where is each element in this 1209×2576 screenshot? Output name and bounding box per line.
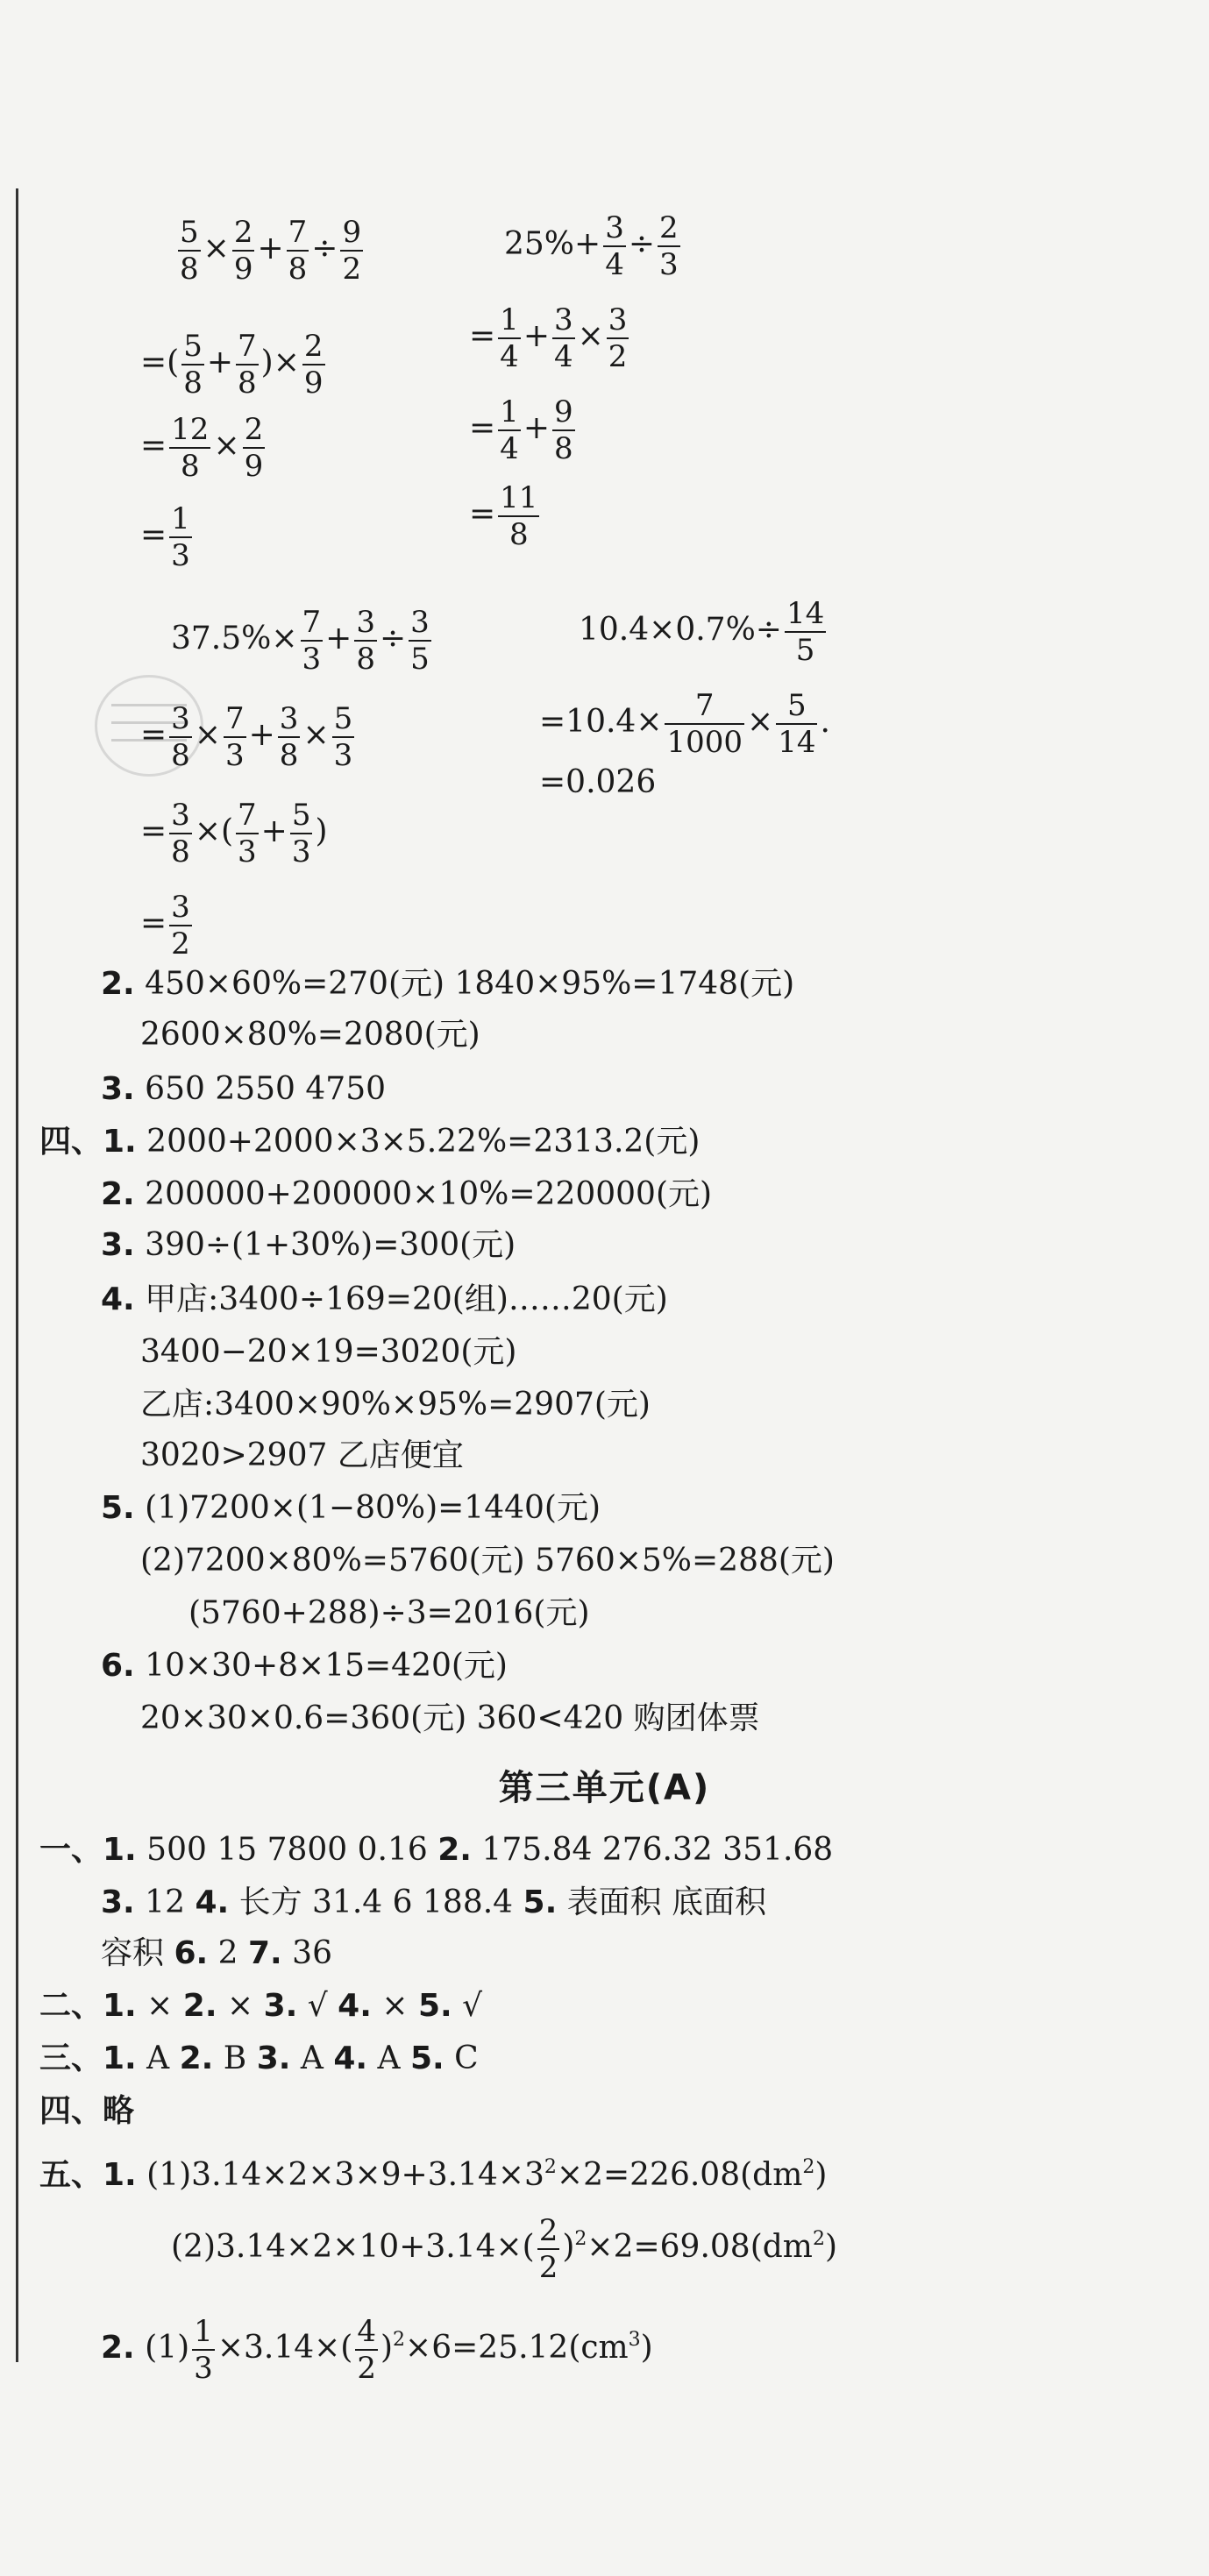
answer-line: 3. 390÷(1+30%)=300(元) <box>101 1227 516 1263</box>
answer-line: 五、1. $(1)3.14\times 2\times 3\times 9+3.14\times 3^2\times 2=226.08(dm^2)$ <box>39 2156 828 2193</box>
answer-line: 三、1. A 2. B 3. A 4. A 5. C <box>39 2040 479 2076</box>
answer-line: 3020>2907 乙店便宜 <box>140 1437 464 1473</box>
section-heading: 第三单元(A) <box>498 1768 711 1808</box>
answer-line: 2. (1) $\frac{1}{3}$ ×3.14×( $\frac{4}{2}$ )$^2\times 6=25.12(cm^3)$ <box>101 2314 653 2386</box>
calc3-line1: 37.5%× $\frac{7}{3}$ + $\frac{3}{8}$ ÷ $\frac{3}{5}$ <box>171 605 430 677</box>
calc3-line2: = $\frac{3}{8}$ × $\frac{7}{3}$ + $\frac{3}{8}$ × $\frac{5}{3}$ <box>140 701 353 773</box>
answer-line: 3. 650 2550 4750 <box>101 1071 387 1107</box>
answer-line: 二、1. × 2. × 3. √ 4. × 5. √ <box>39 1988 483 2024</box>
answer-line: 四、1. 2000+2000×3×5.22%=2313.2(元) <box>39 1124 701 1160</box>
answer-line: 6. 10×30+8×15=420(元) <box>101 1648 508 1684</box>
answer-line: 容积 6. 2 7. 36 <box>101 1935 332 1971</box>
calc4-line1: 10.4×0.7%÷ $\frac{14}{5}$ <box>579 596 825 668</box>
calc1-line3: = $\frac{12}{8}$ × $\frac{2}{9}$ <box>140 412 264 484</box>
answer-line: 2600×80%=2080(元) <box>140 1017 480 1053</box>
calc3-line3: = $\frac{3}{8}$ ×( $\frac{7}{3}$ + $\frac{5}{3}$ ) <box>140 798 328 869</box>
calc3-line4: = $\frac{3}{2}$ <box>140 890 190 962</box>
calc1-line2: =( $\frac{5}{8}$ + $\frac{7}{8}$ )× $\frac{2}{9}$ <box>140 329 324 401</box>
answer-line: 3. 12 4. 长方 31.4 6 188.4 5. 表面积 底面积 <box>101 1884 767 1920</box>
answer-line: 3400−20×19=3020(元) <box>140 1334 517 1370</box>
calc2-line4: = $\frac{11}{8}$ <box>469 480 538 552</box>
calc2-line1: 25%+ $\frac{3}{4}$ ÷ $\frac{2}{3}$ <box>504 210 679 282</box>
answer-line: 四、略 <box>39 2093 135 2129</box>
answer-line: 2. 200000+200000×10%=220000(元) <box>101 1176 713 1212</box>
calc2-line2: = $\frac{1}{4}$ + $\frac{3}{4}$ × $\frac{3}{2}$ <box>469 302 628 374</box>
answer-line: 5. (1)7200×(1−80%)=1440(元) <box>101 1490 601 1526</box>
answer-line: (2)3.14×2×10+3.14×( $\frac{2}{2}$ )$^2\times 2=69.08(dm^2)$ <box>171 2213 837 2285</box>
answer-line: 乙店:3400×90%×95%=2907(元) <box>140 1387 651 1423</box>
calc4-line2: =10.4× $\frac{7}{1000}$ × $\frac{5}{14}$ . <box>539 688 830 760</box>
answer-line: 20×30×0.6=360(元) 360<420 购团体票 <box>140 1700 760 1736</box>
answer-line: (5760+288)÷3=2016(元) <box>188 1595 590 1631</box>
calc1-line4: = $\frac{1}{3}$ <box>140 501 190 573</box>
calc1-line1: $\frac{5}{8}$ × $\frac{2}{9}$ + $\frac{7}{8}$ ÷ $\frac{9}{2}$ <box>180 215 362 287</box>
calc2-line3: = $\frac{1}{4}$ + $\frac{9}{8}$ <box>469 394 573 466</box>
calc4-line3: =0.026 <box>539 764 657 800</box>
margin-rule <box>16 188 18 2362</box>
answer-line: 一、1. 500 15 7800 0.16 2. 175.84 276.32 351.68 <box>39 1832 834 1868</box>
answer-line: (2)7200×80%=5760(元) 5760×5%=288(元) <box>140 1543 835 1579</box>
answer-line: 4. 甲店:3400÷169=20(组)……20(元) <box>101 1281 668 1317</box>
answer-line: 2. 450×60%=270(元) 1840×95%=1748(元) <box>101 966 795 1002</box>
